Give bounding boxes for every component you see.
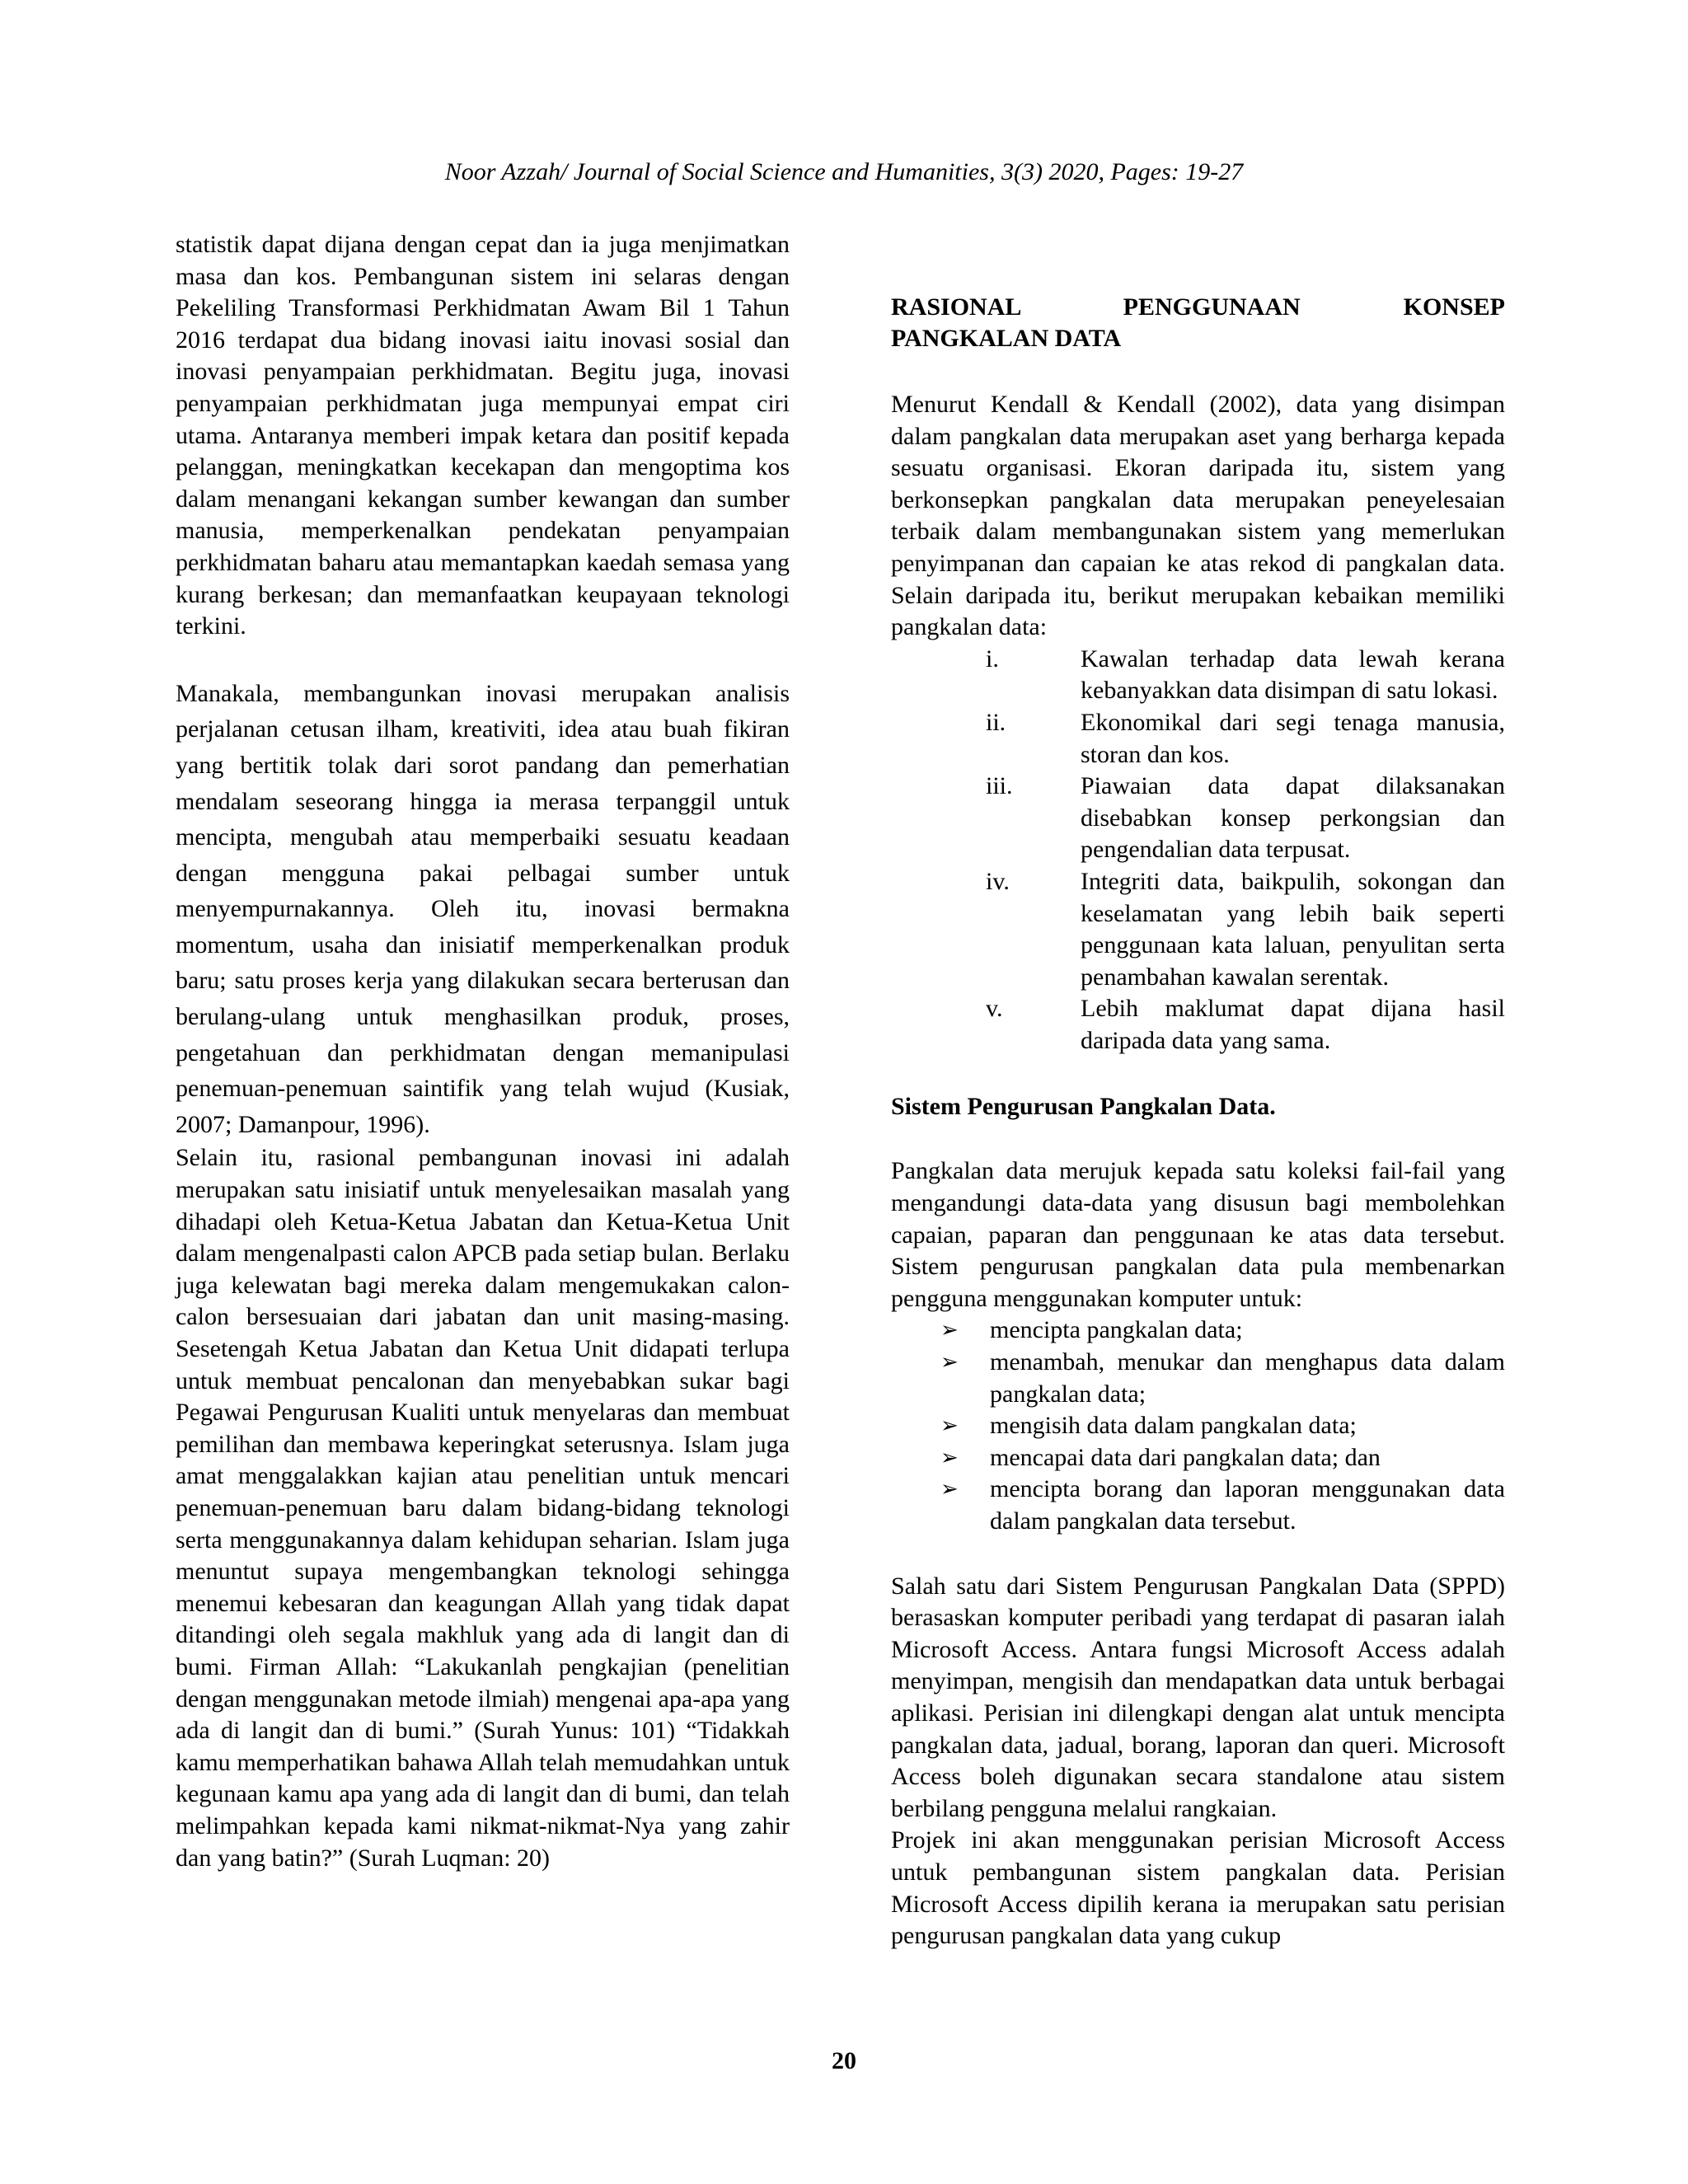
paragraph-kendall: Menurut Kendall & Kendall (2002), data yang disimpan dalam pangkalan data merupakan aset yang berharga kepada sesuatu organisasi. Ekoran daripada itu, sistem yang berkonsepkan pangkalan data merupakan peneyelesaian terbaik dalam membangunakan sistem yang memerlukan penyimpanan dan capaian ke atas rekod di pangkalan data. Selain daripada itu, berikut merupakan kebaikan memiliki pangkalan data: — [891, 391, 1505, 641]
benefit-item — [891, 866, 1505, 993]
function-text: mengisih data dalam pangkalan data; — [990, 1412, 1357, 1440]
benefit-item — [891, 771, 1505, 866]
paragraph-pangkalan-data: Pangkalan data merujuk kepada satu koleksi fail-fail yang mengandungi data-data yang disusun bagi membolehkan capaian, paparan dan penggunaan ke atas data tersebut. Sistem pengurusan pangkalan data pula membenarkan pengguna menggunakan komputer untuk: — [891, 1157, 1505, 1312]
spacer — [176, 643, 790, 676]
benefit-item — [891, 644, 1505, 707]
benefit-number: i. — [986, 644, 999, 673]
benefit-number: v. — [986, 995, 1003, 1023]
spacer — [891, 229, 1505, 292]
section-heading-rasional: RASIONAL PENGGUNAAN KONSEP — [891, 293, 1505, 321]
spacer — [891, 1057, 1505, 1091]
benefit-number: ii. — [986, 708, 1006, 736]
arrow-bullet-icon: ➢ — [940, 1318, 959, 1343]
function-item — [891, 1442, 1505, 1474]
paragraph-inovasi-perkhidmatan: statistik dapat dijana dengan cepat dan ia juga menjimatkan masa dan kos. Pembangunan sistem ini selaras dengan Pekeliling Transformasi Perkhidmatan Awam Bil 1 Tahun 2016 terdapat dua bidang inovasi iaitu inovasi sosial dan inovasi penyampaian perkhidmatan. Begitu juga, inovasi penyampaian perkhidmatan juga mempunyai empat ciri utama. Antaranya memberi impak ketara dan positif kepada pelanggan, meningkatkan kecekapan dan mengoptima kos dalam menangani kekangan sumber kewangan dan sumber manusia, memperkenalkan pendekatan penyampaian perkhidmatan baharu atau memantapkan kaedah semasa yang kurang berkesan; dan memanfaatkan keupayaan teknologi terkini. — [176, 231, 790, 640]
benefit-text: Piawaian data dapat dilaksanakan disebabkan konsep perkongsian dan pengendalian data terpusat. — [1081, 772, 1505, 864]
function-item — [891, 1315, 1505, 1347]
benefit-item — [891, 993, 1505, 1057]
function-text: menambah, menukar dan menghapus data dalam pangkalan data; — [990, 1348, 1505, 1408]
spacer — [891, 1538, 1505, 1571]
spacer — [891, 1122, 1505, 1155]
paragraph-projek: Projek ini akan menggunakan perisian Microsoft Access untuk pembangunan sistem pangkalan data. Perisian Microsoft Access dipilih kerana ia merupakan satu perisian pengurusan pangkalan data yang cukup — [891, 1826, 1505, 1950]
function-item — [891, 1474, 1505, 1537]
arrow-bullet-icon: ➢ — [940, 1413, 959, 1439]
spacer — [891, 354, 1505, 389]
benefit-number: iv. — [986, 867, 1010, 895]
paragraph-membangunkan-inovasi: Manakala, membangunkan inovasi merupakan analisis perjalanan cetusan ilham, kreativiti, idea atau buah fikiran yang bertitik tolak dari sorot pandang dan pemerhatian mendalam seseorang hingga ia merasa terpanggil untuk mencipta, mengubah atau memperbaiki sesuatu keadaan dengan mengguna pakai pelbagai sumber untuk menyempurnakannya. Oleh itu, inovasi bermakna momentum, usaha dan inisiatif memperkenalkan produk baru; satu proses kerja yang dilakukan secara berterusan dan berulang-ulang untuk menghasilkan produk, proses, pengetahuan dan perkhidmatan dengan memanipulasi penemuan-penemuan saintifik yang telah wujud (Kusiak, 2007; Damanpour, 1996). — [176, 679, 790, 1138]
section-heading-sistem-pengurusan: Sistem Pengurusan Pangkalan Data. — [891, 1093, 1276, 1121]
arrow-bullet-icon: ➢ — [940, 1445, 959, 1470]
paragraph-microsoft-access: Salah satu dari Sistem Pengurusan Pangkalan Data (SPPD) berasaskan komputer peribadi yang terdapat di pasaran ialah Microsoft Access. Antara fungsi Microsoft Access adalah menyimpan, mengisih dan mendapatkan data untuk berbagai aplikasi. Perisian ini dilengkapi dengan alat untuk mencipta pangkalan data, jadual, borang, laporan dan queri. Microsoft Access boleh digunakan secara standalone atau sistem berbilang pengguna melalui rangkaian. — [891, 1572, 1505, 1822]
benefits-list — [891, 644, 1505, 1057]
page-number: 20 — [832, 2047, 856, 2074]
benefit-number: iii. — [986, 772, 1013, 800]
benefit-text: Integriti data, baikpulih, sokongan dan keselamatan yang lebih baik seperti penggunaan kata laluan, penyulitan serta penambahan kawalan serentak. — [1081, 867, 1505, 991]
right-column — [891, 229, 1505, 1952]
function-text: mencipta borang dan laporan menggunakan data dalam pangkalan data tersebut. — [990, 1475, 1505, 1535]
arrow-bullet-icon: ➢ — [940, 1350, 959, 1376]
benefit-text: Kawalan terhadap data lewah kerana kebanyakkan data disimpan di satu lokasi. — [1081, 644, 1505, 705]
functions-list — [891, 1315, 1505, 1537]
function-item — [891, 1410, 1505, 1442]
arrow-bullet-icon: ➢ — [940, 1477, 959, 1502]
benefit-item — [891, 707, 1505, 771]
function-text: mencipta pangkalan data; — [990, 1316, 1243, 1344]
left-column — [176, 229, 790, 1874]
paragraph-rasional-pembangunan: Selain itu, rasional pembangunan inovasi ini adalah merupakan satu inisiatif untuk menyelesaikan masalah yang dihadapi oleh Ketua-Ketua Jabatan dan Ketua-Ketua Unit dalam mengenalpasti calon APCB pada setiap bulan. Berlaku juga kelewatan bagi mereka dalam mengemukakan calon-calon bersesuaian dari jabatan dan unit masing-masing. Sesetengah Ketua Jabatan dan Ketua Unit didapati terlupa untuk membuat pencalonan dan menyebabkan sukar bagi Pegawai Pengurusan Kualiti untuk menyelaras dan membuat pemilihan dan membawa keperingkat seterusnya. Islam juga amat menggalakkan kajian atau penelitian untuk mencari penemuan-penemuan baru dalam bidang-bidang teknologi serta menggunakannya dalam kehidupan seharian. Islam juga menuntut supaya mengembangkan teknologi sehingga menemui kebesaran dan keagungan Allah yang tidak dapat ditandingi oleh segala makhluk yang ada di langit dan di bumi. Firman Allah: “Lakukanlah pengkajian (penelitian dengan menggunakan metode ilmiah) mengenai apa-apa yang ada di langit dan di bumi.” (Surah Yunus: 101) “Tidakkah kamu memperhatikan bahawa Allah telah memudahkan untuk kegunaan kamu apa yang ada di langit dan di bumi, dan telah melimpahkan kepada kami nikmat-nikmat-Nya yang zahir dan yang batin?” (Surah Luqman: 20) — [176, 1144, 790, 1872]
benefit-text: Lebih maklumat dapat dijana hasil daripada data yang sama. — [1081, 995, 1505, 1054]
function-text: mencapai data dari pangkalan data; dan — [990, 1443, 1381, 1471]
benefit-text: Ekonomikal dari segi tenaga manusia, storan dan kos. — [1081, 708, 1505, 768]
running-header: Noor Azzah/ Journal of Social Science and Humanities, 3(3) 2020, Pages: 19-27 — [444, 158, 1244, 185]
section-heading-rasional-cont: PANGKALAN DATA — [891, 325, 1122, 352]
function-item — [891, 1347, 1505, 1410]
